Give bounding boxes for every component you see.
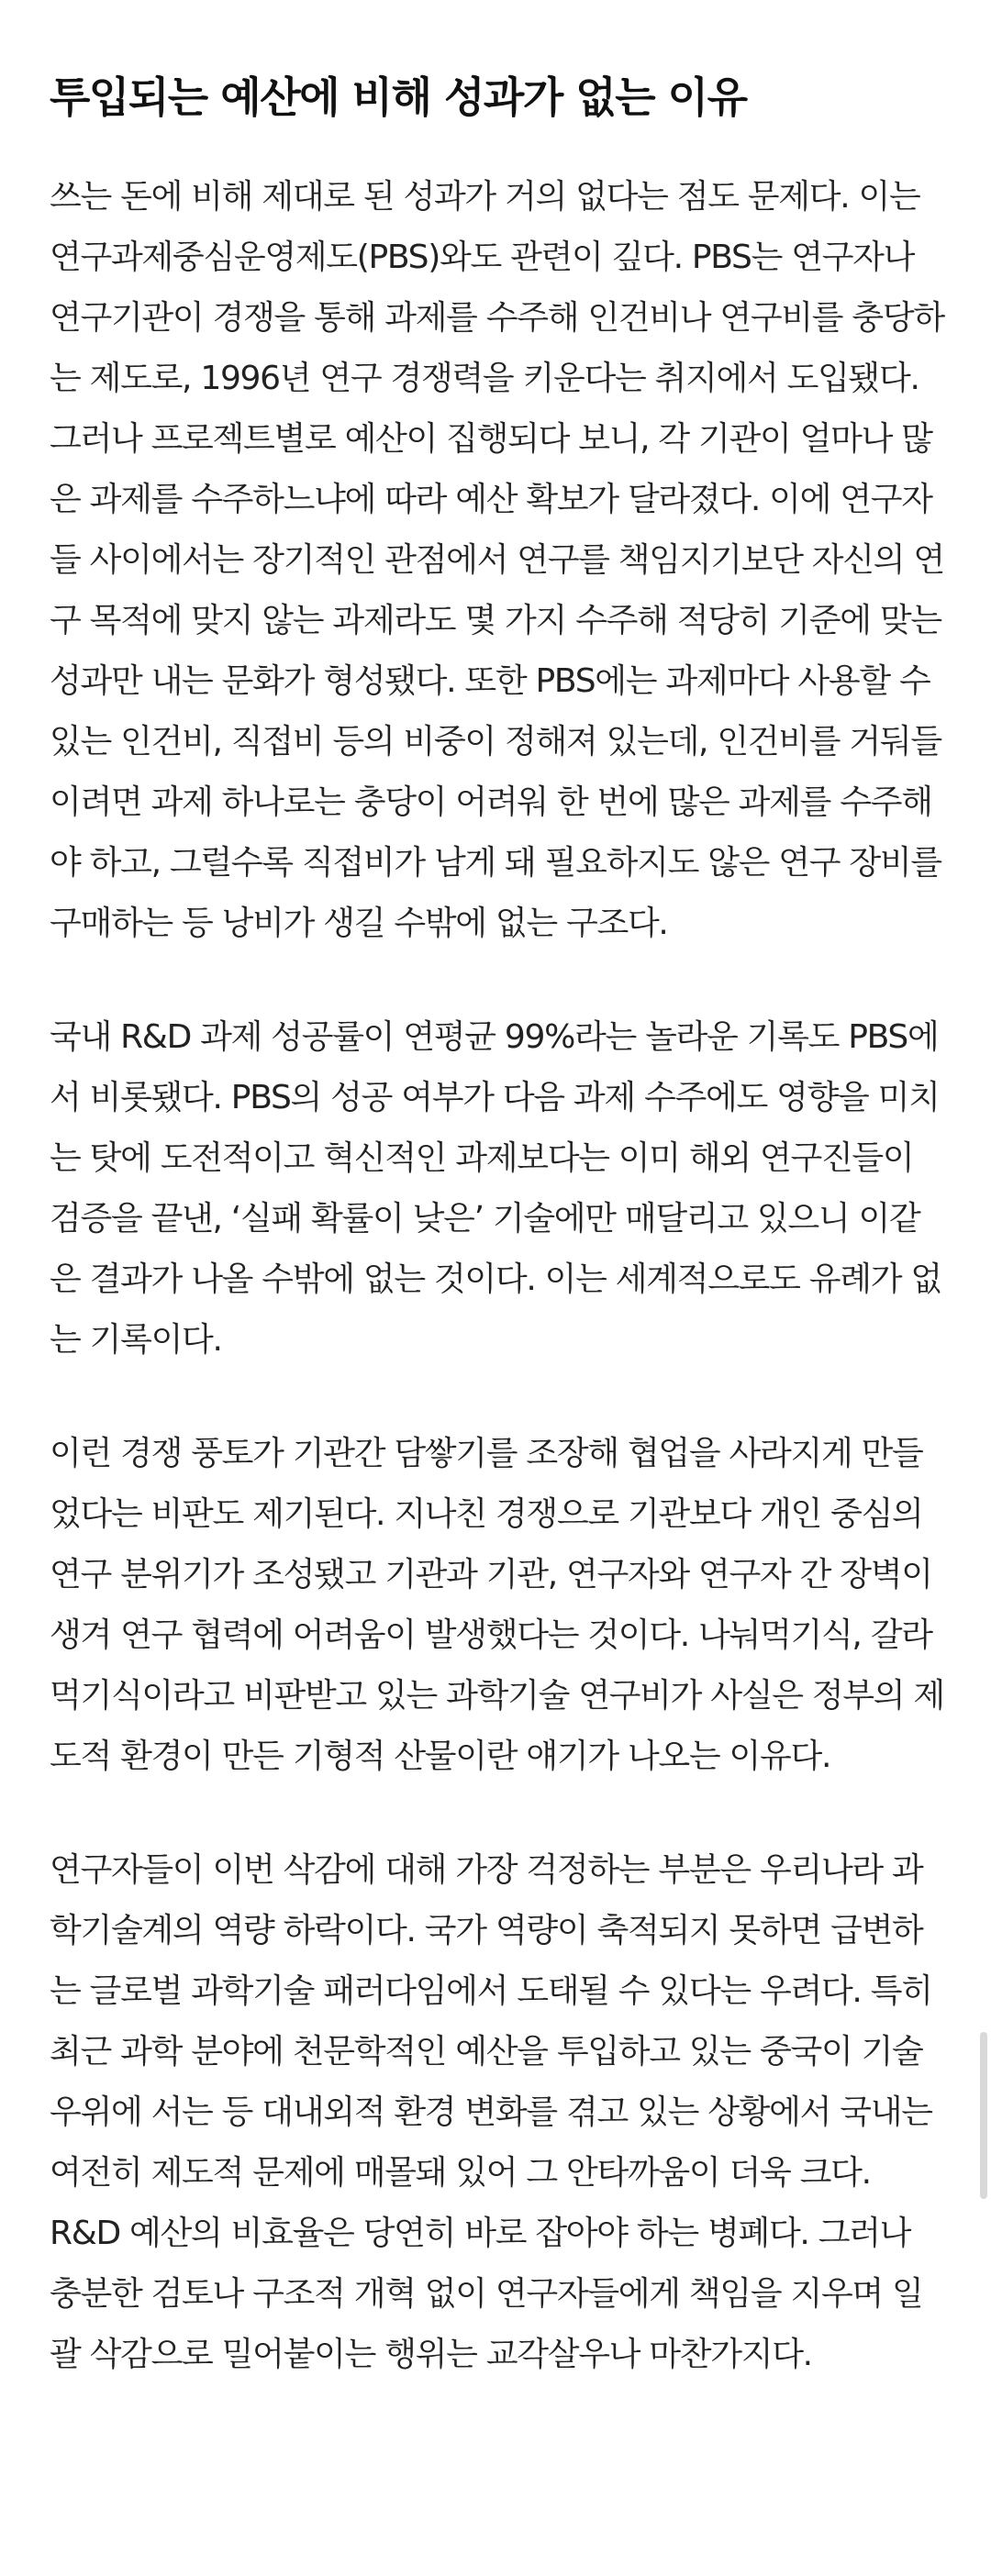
- section-heading: 투입되는 예산에 비해 성과가 없는 이유: [50, 72, 747, 122]
- article: [50, 0, 949, 2385]
- article-paragraph: 연구자들이 이번 삭감에 대해 가장 걱정하는 부분은 우리나라 과학기술계의 역량 하락이다. 국가 역량이 축적되지 못하면 급변하는 글로벌 과학기술 패러다임에서 도태될 수 있다는 우려다. 특히 최근 과학 분야에 천문학적인 예산을 투입하고 있는 중국이 기술 우위에 서는 등 대내외적 환경 변화를 겪고 있는 상황에서 국내는 여전히 제도적 문제에 매몰돼 있어 그 안타까움이 더욱 크다. R&D 예산의 비효율은 당연히 바로 잡아야 하는 병폐다. 그러나 충분한 검토나 구조적 개혁 없이 연구자들에게 책임을 지우며 일괄 삭감으로 밀어붙이는 행위는 교각살우나 마찬가지다.: [50, 1851, 932, 2373]
- article-paragraph: 국내 R&D 과제 성공률이 연평균 99%라는 놀라운 기록도 PBS에서 비롯됐다. PBS의 성공 여부가 다음 과제 수주에도 영향을 미치는 탓에 도전적이고 혁신적인 과제보다는 이미 해외 연구진들이 검증을 끝낸, ‘실패 확률이 낮은’ 기술에만 매달리고 있으니 이같은 결과가 나올 수밖에 없는 것이다. 이는 세계적으로도 유례가 없는 기록이다.: [50, 1018, 941, 1359]
- article-paragraph: 이런 경쟁 풍토가 기관간 담쌓기를 조장해 협업을 사라지게 만들었다는 비판도 제기된다. 지나친 경쟁으로 기관보다 개인 중심의 연구 분위기가 조성됐고 기관과 기관, 연구자와 연구자 간 장벽이 생겨 연구 협력에 어려움이 발생했다는 것이다. 나눠먹기식, 갈라먹기식이라고 비판받고 있는 과학기술 연구비가 사실은 정부의 제도적 환경이 만든 기형적 산물이란 얘기가 나오는 이유다.: [50, 1435, 944, 1775]
- scrollbar-thumb[interactable]: [980, 2032, 987, 2199]
- article-paragraph: 쓰는 돈에 비해 제대로 된 성과가 거의 없다는 점도 문제다. 이는 연구과제중심운영제도(PBS)와도 관련이 깊다. PBS는 연구자나 연구기관이 경쟁을 통해 과제를 수주해 인건비나 연구비를 충당하는 제도로, 1996년 연구 경쟁력을 키운다는 취지에서 도입됐다. 그러나 프로젝트별로 예산이 집행되다 보니, 각 기관이 얼마나 많은 과제를 수주하느냐에 따라 예산 확보가 달라졌다. 이에 연구자들 사이에서는 장기적인 관점에서 연구를 책임지기보단 자신의 연구 목적에 맞지 않는 과제라도 몇 가지 수주해 적당히 기준에 맞는 성과만 내는 문화가 형성됐다. 또한 PBS에는 과제마다 사용할 수 있는 인건비, 직접비 등의 비중이 정해져 있는데, 인건비를 거둬들이려면 과제 하나로는 충당이 어려워 한 번에 많은 과제를 수주해야 하고, 그럴수록 직접비가 남게 돼 필요하지도 않은 연구 장비를 구매하는 등 낭비가 생길 수밖에 없는 구조다.: [50, 178, 944, 942]
